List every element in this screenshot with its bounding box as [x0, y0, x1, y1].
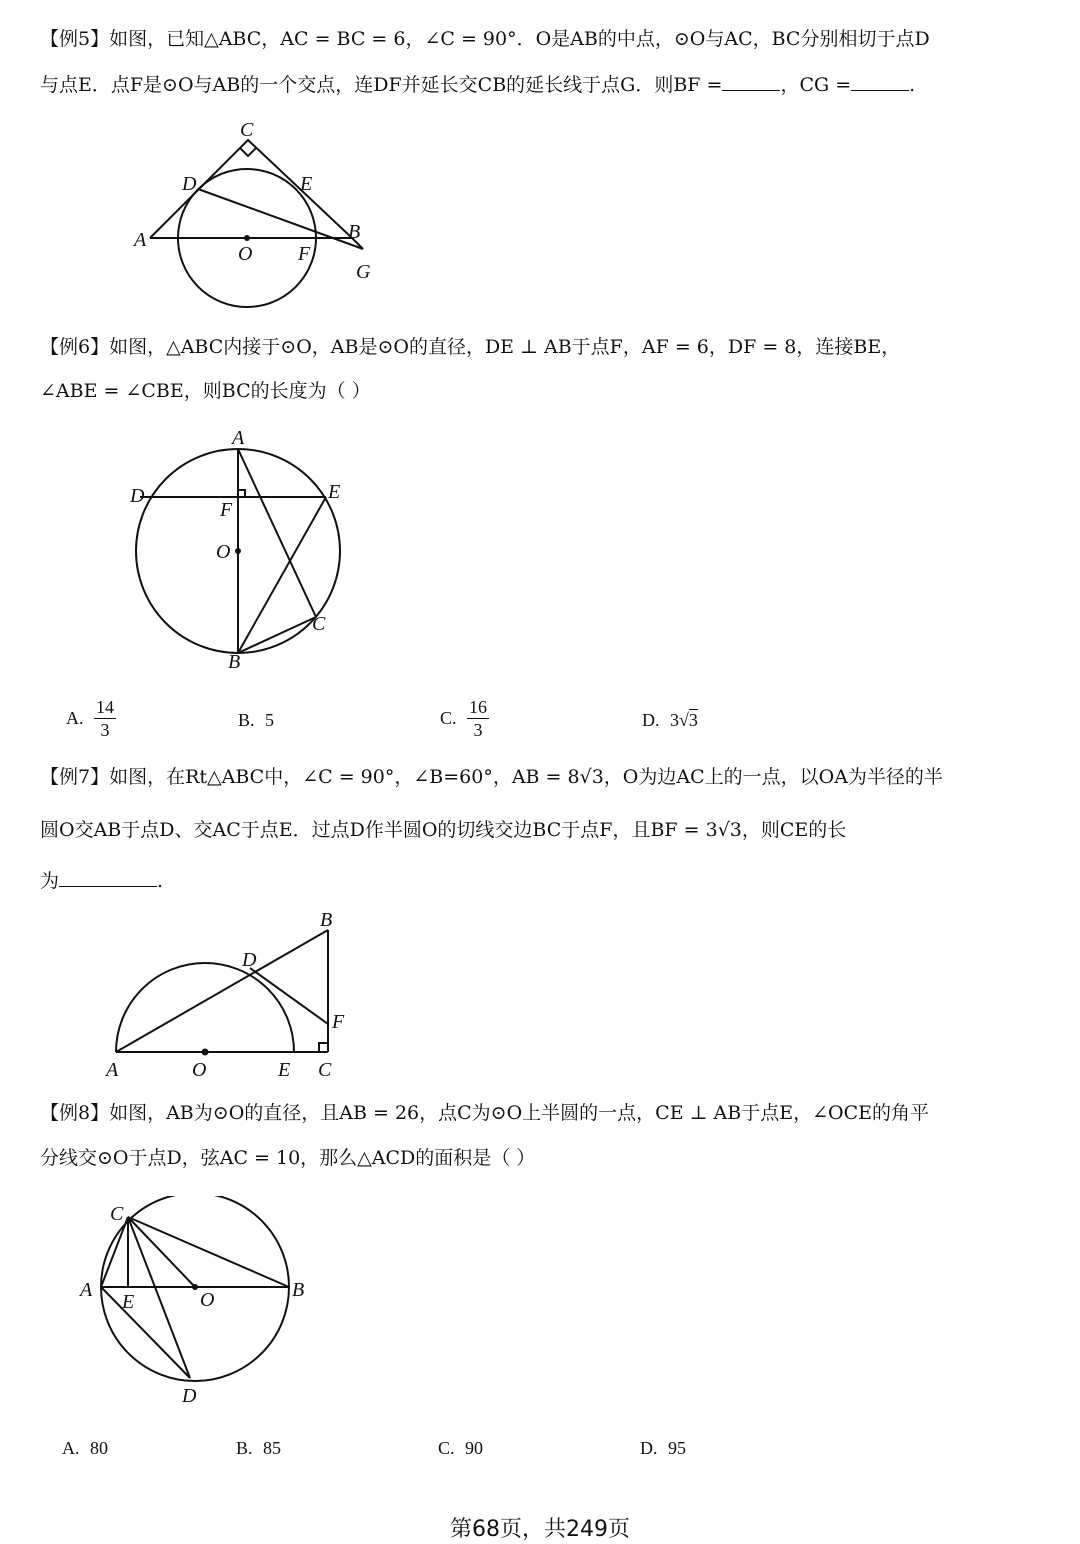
- ex8-label-d: D: [182, 1385, 197, 1406]
- ex5-label-a: A: [134, 229, 147, 251]
- ex8-option-d-label: D.: [640, 1438, 658, 1458]
- ex8-option-d-value: 95: [668, 1438, 686, 1458]
- ex6-option-d: [642, 710, 698, 731]
- ex8-option-a: [62, 1438, 108, 1459]
- ex6-option-c-label: C.: [440, 708, 457, 728]
- ex5-label-o: O: [238, 243, 253, 265]
- ex5-center-dot: [244, 235, 250, 241]
- ex5-line-2: [40, 72, 915, 98]
- ex6-option-d-label: D.: [642, 710, 660, 730]
- ex6-right-angle-mark: [238, 490, 245, 497]
- ex5-label-b: B: [348, 221, 361, 243]
- ex7-label-o: O: [192, 1059, 207, 1081]
- ex8-option-a-value: 80: [90, 1438, 108, 1458]
- ex7-line-1: 【例7】如图，在Rt△ABC中，∠C = 90°，∠B=60°，AB = 8√3，O为边AC上的一点，以OA为半径的半: [40, 766, 943, 788]
- ex8-option-c-label: C.: [438, 1438, 455, 1458]
- ex8-option-c: [438, 1438, 483, 1459]
- ex6-label-e: E: [328, 481, 341, 503]
- ex7-label-b: B: [320, 909, 333, 931]
- ex8-label-o: O: [200, 1289, 215, 1311]
- ex8-option-a-label: A.: [62, 1438, 80, 1458]
- ex6-option-c-fraction: [467, 696, 489, 741]
- ex7-figure: [100, 900, 370, 1090]
- ex6-option-a-fraction: [94, 696, 116, 741]
- ex7-tangent-df: [250, 968, 328, 1024]
- ex6-option-c-num: 16: [469, 697, 488, 717]
- ex5-line-1: 【例5】如图，已知△ABC，AC = BC = 6，∠C = 90°．O是AB的中点，⊙O与AC，BC分别相切于点D: [40, 28, 930, 50]
- ex8-line-1: 【例8】如图，AB为⊙O的直径，且AB = 26，点C为⊙O上半圆的一点，CE ⊥ AB于点E，∠OCE的角平: [40, 1102, 929, 1124]
- ex6-option-d-radical-sign: √: [679, 710, 689, 730]
- ex7-semicircle-o: [116, 963, 294, 1052]
- ex8-segment-ad: [101, 1287, 190, 1378]
- ex8-option-b-value: 85: [263, 1438, 282, 1458]
- ex6-option-a-label: A.: [66, 708, 84, 728]
- ex7-label-e: E: [278, 1059, 291, 1081]
- ex6-option-b: [238, 710, 274, 731]
- ex8-line-2: 分线交⊙O于点D，弦AC = 10，那么△ACD的面积是（ ）: [40, 1147, 536, 1169]
- ex6-chord-bc: [238, 617, 316, 653]
- ex8-option-b: [236, 1438, 281, 1459]
- ex5-blank-bf: [722, 76, 780, 91]
- ex7-line-3: [40, 868, 163, 894]
- ex8-chord-cb: [128, 1217, 289, 1287]
- ex8-option-b-label: B.: [236, 1438, 253, 1458]
- ex8-center-dot: [192, 1284, 198, 1290]
- ex5-right-angle-mark: [240, 148, 256, 156]
- ex8-chord-ac: [101, 1217, 128, 1287]
- ex7-side-ab: [116, 930, 328, 1052]
- ex6-option-d-coef: 3: [670, 710, 679, 730]
- ex7-label-d: D: [242, 949, 257, 971]
- ex8-label-a: A: [80, 1279, 93, 1301]
- ex8-figure: [76, 1196, 316, 1406]
- ex7-label-f: F: [332, 1011, 345, 1033]
- ex8-radius-oc: [128, 1217, 195, 1287]
- ex7-label-a: A: [106, 1059, 119, 1081]
- ex8-option-d: [640, 1438, 686, 1459]
- ex6-label-d: D: [130, 485, 145, 507]
- ex7-line-3-text: 为: [40, 870, 60, 892]
- ex5-label-g: G: [356, 261, 371, 283]
- ex6-option-b-value: 5: [265, 710, 275, 730]
- ex5-blank-cg: [851, 76, 909, 91]
- ex6-option-c: [440, 696, 489, 741]
- ex7-label-c: C: [318, 1059, 332, 1081]
- ex5-label-c: C: [240, 119, 254, 141]
- ex6-line-2: ∠ABE = ∠CBE，则BC的长度为（ ）: [40, 380, 371, 402]
- ex6-label-a: A: [232, 427, 245, 449]
- ex8-label-c: C: [110, 1203, 124, 1225]
- ex6-label-b: B: [228, 651, 241, 673]
- ex7-line-3-end: .: [157, 870, 164, 892]
- ex5-line-2-end: .: [909, 74, 916, 96]
- page-footer: 第68页，共249页: [450, 1517, 630, 1542]
- ex5-line-2-mid: ，CG =: [780, 74, 852, 96]
- ex8-label-e: E: [122, 1291, 135, 1313]
- ex5-label-e: E: [300, 173, 313, 195]
- ex6-option-c-den: 3: [473, 720, 483, 740]
- ex7-blank-ce: [59, 872, 157, 887]
- ex6-center-dot: [235, 548, 241, 554]
- ex6-figure: [120, 420, 360, 680]
- ex5-line-2-text: 与点E．点F是⊙O与AB的一个交点，连DF并延长交CB的延长线于点G．则BF =: [40, 74, 723, 96]
- ex6-label-f: F: [220, 499, 233, 521]
- ex5-line-dg: [198, 189, 363, 249]
- ex6-option-b-label: B.: [238, 710, 255, 730]
- ex5-label-d: D: [182, 173, 197, 195]
- ex6-option-a: [66, 696, 116, 741]
- ex7-center-dot: [202, 1049, 209, 1056]
- ex6-label-c: C: [312, 613, 326, 635]
- ex8-option-c-value: 90: [465, 1438, 484, 1458]
- ex7-right-angle-mark: [319, 1043, 328, 1052]
- ex6-label-o: O: [216, 541, 231, 563]
- ex5-figure: [120, 112, 410, 312]
- ex8-label-b: B: [292, 1279, 305, 1301]
- ex7-line-2: 圆O交AB于点D、交AC于点E．过点D作半圆O的切线交边BC于点F，且BF = 3√3，则CE的长: [40, 819, 847, 841]
- ex5-label-f: F: [298, 243, 311, 265]
- ex8-segment-cd: [128, 1217, 190, 1378]
- ex6-line-1: 【例6】如图，△ABC内接于⊙O，AB是⊙O的直径，DE ⊥ AB于点F，AF = 6，DF = 8，连接BE，: [40, 336, 901, 358]
- ex6-option-a-den: 3: [100, 720, 110, 740]
- ex6-option-a-num: 14: [96, 697, 114, 717]
- ex6-option-d-radicand: 3: [688, 710, 698, 730]
